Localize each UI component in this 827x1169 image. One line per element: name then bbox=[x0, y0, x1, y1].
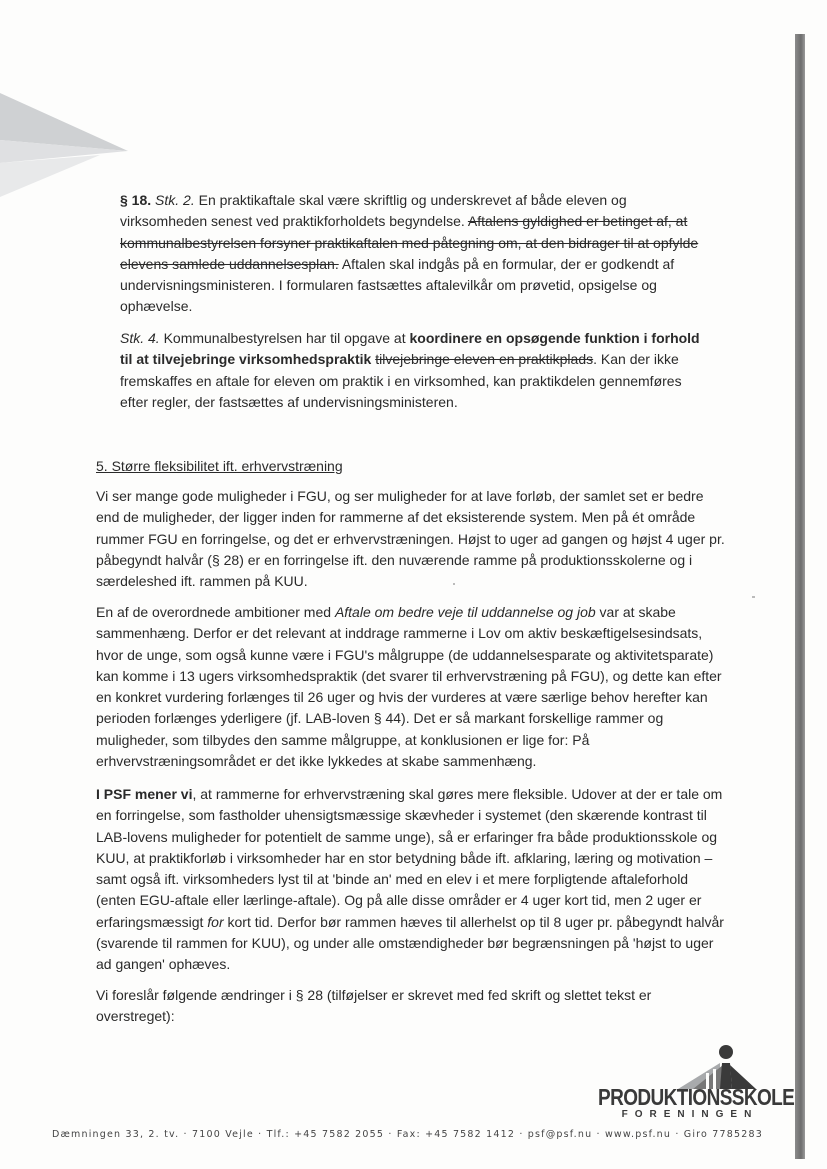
footer-contact: Dæmningen 33, 2. tv. · 7100 Vejle · Tlf.: +45 7582 2055 · Fax: +45 7582 1412 · psf@psf.nu · www.psf.nu · Giro 7785283 bbox=[52, 1129, 764, 1140]
text-run: En praktikaftale skal være skriftlig og underskrevet af både eleven og virksomheden senest ved praktikforholdets begyndelse. bbox=[120, 192, 627, 230]
section-18-paragraph bbox=[120, 190, 710, 318]
text-run: kort tid. Derfor bør rammen hæves til allerhelst op til 8 uger pr. påbegyndt halvår (svarende til rammen for KUU), og under alle omstændigheder bør begrænsningen på 'højst to uger ad gangen' ophæves. bbox=[96, 913, 724, 973]
text-run: En af de overordnede ambitioner med bbox=[96, 604, 335, 620]
brand-name: PRODUKTIONSSKOLE bbox=[598, 1085, 795, 1111]
text-run: , at rammerne for erhvervstræning skal gøres mere fleksible. Udover at der er tale om en forringelse, som fastholder uhensigtsmæssige skævheder i systemet (den skærende kontrast til LAB-lovens muligheder for potentielt de samme unge), så er erfaringer fra både produktionsskole og KUU, at praktikforløb i virksomheder har en stor betydning både ift. afklaring, læring og motivation – samt også ift. virksomheders lyst til at 'binde an' med en elev i et mere forpligtende aftaleforhold (enten EGU-aftale eller lærlinge-aftale). Og på alle disse områder er 4 uger kort tid, men 2 uger er erfaringsmæssigt bbox=[96, 786, 723, 930]
heading-text: 5. Større fleksibilitet ift. erhvervstræning bbox=[96, 458, 343, 474]
paragraph-1 bbox=[96, 486, 728, 592]
text-run: var at skabe sammenhæng. Derfor er det relevant at inddrage rammerne i Lov om aktiv beskæftigelsesindsats, hvor de unge, som også kunne være i FGU's målgruppe (de uddannelsesparate og aktivitetsparate) kan komme i 13 ugers virksomhedspraktik (det svarer til erhvervstræning på FGU), og dette kan efter en konkret vurdering forlænges til 26 uger og hvis der vurderes at være særlige behov herefter kan perioden forlænges yderligere (jf. LAB-loven § 44). Det er så markant forskellige rammer og muligheder, som tilbydes den samme målgruppe, at konklusionen er lige for: På erhvervstræningsområdet er det ikke lykkedes at skabe sammenhæng. bbox=[96, 604, 722, 770]
paragraph-text: Vi foreslår følgende ændringer i § 28 (tilføjelser er skrevet med fed skrift og slettet tekst er overstreget): bbox=[96, 987, 652, 1025]
paragraph-text bbox=[96, 602, 728, 772]
stk-label: Stk. 2. bbox=[155, 192, 195, 208]
brand-subtitle: FORENINGEN bbox=[621, 1109, 759, 1120]
italic-title: Aftale om bedre veje til uddannelse og job bbox=[334, 604, 596, 620]
text-run: Aftalen skal indgås på en formular, der er godkendt af undervisningsministeren. I formularen fastsættes aftalevilkår om prøvetid, opsigelse og ophævelse. bbox=[120, 255, 675, 315]
stk-4-paragraph bbox=[120, 328, 710, 413]
scan-speck bbox=[453, 583, 455, 585]
paragraph-number: § 18. bbox=[120, 192, 152, 208]
stk-label: Stk. 4. bbox=[120, 330, 160, 346]
bold-addition: koordinere en opsøgende funktion i forhold til at tilvejebringe virksomhedspraktik bbox=[120, 330, 700, 368]
paragraph-3 bbox=[96, 784, 728, 976]
paragraph-2 bbox=[96, 602, 728, 772]
paper-plane-icon bbox=[0, 85, 135, 205]
stk-4-block bbox=[120, 328, 710, 413]
struck-text: tilvejebringe eleven en praktikplads bbox=[375, 351, 594, 368]
paragraph-text bbox=[96, 784, 728, 976]
scan-speck bbox=[752, 596, 755, 598]
section-heading bbox=[96, 456, 728, 477]
text-run: Kommunalbestyrelsen har til opgave at bbox=[159, 330, 410, 346]
brand-logo bbox=[598, 1043, 795, 1123]
italic-word: for bbox=[207, 913, 224, 930]
bold-lead: I PSF mener vi bbox=[96, 786, 193, 802]
paragraph-text: Vi ser mange gode muligheder i FGU, og ser muligheder for at lave forløb, der samlet set er bedre end de muligheder, der ligger inden for rammerne af det eksisterende system. Men på ét område rummer FGU en forringelse, og det er erhvervstræningen. Højst to uger ad gangen og højst 4 uger pr. påbegyndt halvår (§ 28) er en forringelse ift. den nuværende ramme på produktionsskolerne og i særdeleshed ift. rammen på KUU. bbox=[96, 488, 725, 590]
text-run: . Kan der ikke fremskaffes en aftale for eleven om praktik i en virksomhed, kan praktikdelen gennemføres efter regler, der fastsættes af undervisningsministeren. bbox=[120, 351, 682, 410]
scan-edge bbox=[795, 34, 805, 1159]
struck-text: Aftalens gyldighed er betinget af, at kommunalbestyrelsen forsyner praktikaftalen med påtegning om, at den bidrager til at opfylde elevens samlede uddannelsesplan. bbox=[120, 213, 699, 272]
section-18-block bbox=[120, 190, 710, 318]
paragraph-4 bbox=[96, 985, 728, 1028]
